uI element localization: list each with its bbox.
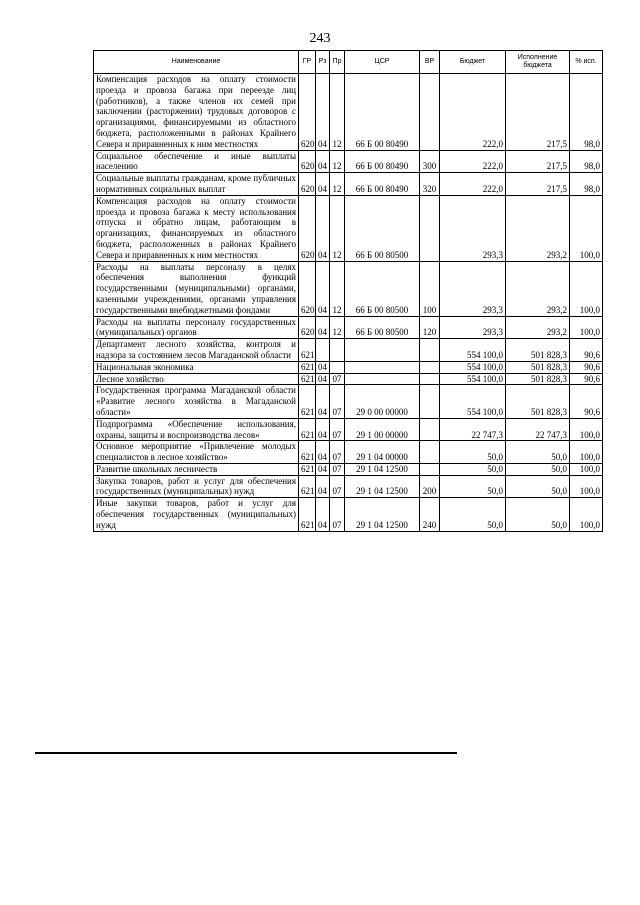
row-budget-cell: 222,0 — [440, 173, 506, 196]
table-row — [94, 150, 603, 173]
row-name-cell: Национальная экономика — [94, 361, 299, 373]
row-gr-cell: 621 — [299, 385, 316, 418]
row-execution-cell: 501 828,3 — [506, 361, 570, 373]
row-rz-cell: 04 — [316, 261, 330, 316]
row-gr-cell: 620 — [299, 74, 316, 151]
row-budget-cell: 222,0 — [440, 74, 506, 151]
table-row — [94, 339, 603, 362]
table-row — [94, 441, 603, 464]
row-pr-cell: 07 — [330, 418, 345, 441]
row-vr-cell: 240 — [420, 498, 440, 531]
row-execution-cell: 22 747,3 — [506, 418, 570, 441]
row-csr-cell: 66 Б 00 80500 — [345, 195, 420, 261]
header-execution: Исполнение бюджета — [506, 51, 570, 74]
row-rz-cell: 04 — [316, 463, 330, 475]
row-gr-cell: 620 — [299, 173, 316, 196]
header-vr: ВР — [420, 51, 440, 74]
row-rz-cell: 04 — [316, 418, 330, 441]
row-rz-cell: 04 — [316, 150, 330, 173]
row-budget-cell: 293,3 — [440, 316, 506, 339]
row-vr-cell — [420, 441, 440, 464]
row-percent-cell: 90,6 — [570, 339, 603, 362]
row-vr-cell: 300 — [420, 150, 440, 173]
row-vr-cell: 120 — [420, 316, 440, 339]
row-name-cell: Закупка товаров, работ и услуг для обеспечения государственных (муниципальных) нужд — [94, 475, 299, 498]
table-row — [94, 475, 603, 498]
row-vr-cell — [420, 74, 440, 151]
row-budget-cell: 554 100,0 — [440, 373, 506, 385]
row-gr-cell: 620 — [299, 316, 316, 339]
row-percent-cell: 90,6 — [570, 361, 603, 373]
row-percent-cell: 98,0 — [570, 173, 603, 196]
row-percent-cell: 98,0 — [570, 150, 603, 173]
row-percent-cell: 90,6 — [570, 373, 603, 385]
row-execution-cell: 293,2 — [506, 195, 570, 261]
row-csr-cell: 29 1 04 00000 — [345, 441, 420, 464]
row-csr-cell: 29 1 00 00000 — [345, 418, 420, 441]
row-name-cell: Основное мероприятие «Привлечение молодых специалистов в лесное хозяйство» — [94, 441, 299, 464]
row-csr-cell: 66 Б 00 80490 — [345, 173, 420, 196]
row-csr-cell: 29 1 04 12500 — [345, 463, 420, 475]
row-rz-cell — [316, 339, 330, 362]
row-pr-cell: 07 — [330, 385, 345, 418]
row-gr-cell: 621 — [299, 463, 316, 475]
row-pr-cell: 07 — [330, 373, 345, 385]
row-gr-cell: 620 — [299, 195, 316, 261]
page-number: 243 — [309, 31, 331, 46]
row-pr-cell: 12 — [330, 74, 345, 151]
row-vr-cell — [420, 195, 440, 261]
row-rz-cell: 04 — [316, 316, 330, 339]
row-rz-cell: 04 — [316, 74, 330, 151]
row-name-cell: Иные закупки товаров, работ и услуг для обеспечения государственных (муниципальных) нужд — [94, 498, 299, 531]
row-budget-cell: 222,0 — [440, 150, 506, 173]
table-row — [94, 195, 603, 261]
row-csr-cell: 29 0 00 00000 — [345, 385, 420, 418]
row-gr-cell: 621 — [299, 361, 316, 373]
table-row — [94, 173, 603, 196]
row-gr-cell: 621 — [299, 339, 316, 362]
row-budget-cell: 50,0 — [440, 498, 506, 531]
row-name-cell: Компенсация расходов на оплату стоимости проезда и провоза багажа при переезде лиц (работников), а также членов их семей при заключении (расторжении) трудовых договоров с организациями, финансируемыми из областного бюджета, расположенными в районах Крайнего Севера и приравненных к ним местностях — [94, 74, 299, 151]
row-name-cell: Социальные выплаты гражданам, кроме публичных нормативных социальных выплат — [94, 173, 299, 196]
row-name-cell: Расходы на выплаты персоналу в целях обеспечения выполнения функций государственными (муниципальными) органами, казенными учреждениями, органами управления государственными внебюджетными фондами — [94, 261, 299, 316]
header-gr: ГР — [299, 51, 316, 74]
row-execution-cell: 50,0 — [506, 498, 570, 531]
row-vr-cell — [420, 361, 440, 373]
table-header-row — [94, 51, 603, 74]
table-row — [94, 385, 603, 418]
row-budget-cell: 50,0 — [440, 441, 506, 464]
table-row — [94, 373, 603, 385]
row-name-cell: Государственная программа Магаданской области «Развитие лесного хозяйства в Магаданской области» — [94, 385, 299, 418]
row-pr-cell: 12 — [330, 150, 345, 173]
row-percent-cell: 90,6 — [570, 385, 603, 418]
row-pr-cell: 07 — [330, 498, 345, 531]
row-rz-cell: 04 — [316, 373, 330, 385]
row-percent-cell: 100,0 — [570, 195, 603, 261]
table-body — [94, 74, 603, 532]
row-budget-cell: 293,3 — [440, 261, 506, 316]
row-execution-cell: 50,0 — [506, 475, 570, 498]
row-name-cell: Социальное обеспечение и иные выплаты населению — [94, 150, 299, 173]
row-pr-cell: 07 — [330, 441, 345, 464]
row-execution-cell: 217,5 — [506, 173, 570, 196]
row-rz-cell: 04 — [316, 498, 330, 531]
row-name-cell: Развитие школьных лесничеств — [94, 463, 299, 475]
row-vr-cell — [420, 463, 440, 475]
row-vr-cell — [420, 385, 440, 418]
header-rz: Рз — [316, 51, 330, 74]
row-name-cell: Департамент лесного хозяйства, контроля и надзора за состоянием лесов Магаданской области — [94, 339, 299, 362]
header-csr: ЦСР — [345, 51, 420, 74]
row-gr-cell: 621 — [299, 475, 316, 498]
row-execution-cell: 217,5 — [506, 74, 570, 151]
row-pr-cell: 12 — [330, 195, 345, 261]
row-csr-cell — [345, 361, 420, 373]
row-gr-cell: 621 — [299, 418, 316, 441]
row-vr-cell — [420, 373, 440, 385]
row-rz-cell: 04 — [316, 475, 330, 498]
row-csr-cell: 29 1 04 12500 — [345, 475, 420, 498]
table-row — [94, 74, 603, 151]
row-percent-cell: 100,0 — [570, 498, 603, 531]
row-pr-cell: 12 — [330, 261, 345, 316]
row-gr-cell: 621 — [299, 498, 316, 531]
row-budget-cell: 554 100,0 — [440, 339, 506, 362]
header-percent: % исп. — [570, 51, 603, 74]
row-name-cell: Лесное хозяйство — [94, 373, 299, 385]
row-budget-cell: 293,3 — [440, 195, 506, 261]
row-percent-cell: 98,0 — [570, 74, 603, 151]
row-rz-cell: 04 — [316, 385, 330, 418]
footer-rule — [35, 752, 457, 754]
table-row — [94, 316, 603, 339]
row-csr-cell: 66 Б 00 80490 — [345, 150, 420, 173]
row-gr-cell: 620 — [299, 261, 316, 316]
row-execution-cell: 50,0 — [506, 441, 570, 464]
row-csr-cell: 66 Б 00 80500 — [345, 261, 420, 316]
row-execution-cell: 293,2 — [506, 261, 570, 316]
row-execution-cell: 501 828,3 — [506, 373, 570, 385]
row-pr-cell — [330, 361, 345, 373]
row-gr-cell: 621 — [299, 441, 316, 464]
header-budget: Бюджет — [440, 51, 506, 74]
row-pr-cell: 07 — [330, 463, 345, 475]
header-pr: Пр — [330, 51, 345, 74]
table-row — [94, 261, 603, 316]
row-execution-cell: 501 828,3 — [506, 339, 570, 362]
row-rz-cell: 04 — [316, 173, 330, 196]
table-row — [94, 361, 603, 373]
row-percent-cell: 100,0 — [570, 418, 603, 441]
row-pr-cell: 12 — [330, 173, 345, 196]
row-pr-cell — [330, 339, 345, 362]
row-pr-cell: 07 — [330, 475, 345, 498]
row-budget-cell: 554 100,0 — [440, 385, 506, 418]
header-name: Наименование — [94, 51, 299, 74]
row-budget-cell: 50,0 — [440, 475, 506, 498]
row-csr-cell: 66 Б 00 80500 — [345, 316, 420, 339]
row-vr-cell: 100 — [420, 261, 440, 316]
table-row — [94, 498, 603, 531]
row-percent-cell: 100,0 — [570, 475, 603, 498]
row-percent-cell: 100,0 — [570, 316, 603, 339]
row-budget-cell: 554 100,0 — [440, 361, 506, 373]
row-budget-cell: 50,0 — [440, 463, 506, 475]
row-execution-cell: 293,2 — [506, 316, 570, 339]
row-budget-cell: 22 747,3 — [440, 418, 506, 441]
row-rz-cell: 04 — [316, 441, 330, 464]
row-percent-cell: 100,0 — [570, 441, 603, 464]
row-percent-cell: 100,0 — [570, 261, 603, 316]
row-name-cell: Расходы на выплаты персоналу государственных (муниципальных) органов — [94, 316, 299, 339]
table-row — [94, 463, 603, 475]
row-vr-cell — [420, 339, 440, 362]
row-csr-cell: 66 Б 00 80490 — [345, 74, 420, 151]
row-name-cell: Компенсация расходов на оплату стоимости проезда и провоза багажа к месту использования отпуска и обратно лицам, работающим в организациях, финансируемых из областного бюджета, расположенных в районах Крайнего Севера и приравненных к ним местностях — [94, 195, 299, 261]
row-gr-cell: 620 — [299, 150, 316, 173]
row-execution-cell: 217,5 — [506, 150, 570, 173]
row-vr-cell: 200 — [420, 475, 440, 498]
row-rz-cell: 04 — [316, 195, 330, 261]
row-percent-cell: 100,0 — [570, 463, 603, 475]
row-execution-cell: 50,0 — [506, 463, 570, 475]
row-vr-cell: 320 — [420, 173, 440, 196]
budget-table — [93, 50, 603, 532]
row-rz-cell: 04 — [316, 361, 330, 373]
row-vr-cell — [420, 418, 440, 441]
row-csr-cell — [345, 339, 420, 362]
row-csr-cell: 29 1 04 12500 — [345, 498, 420, 531]
row-gr-cell: 621 — [299, 373, 316, 385]
row-pr-cell: 12 — [330, 316, 345, 339]
table-row — [94, 418, 603, 441]
row-name-cell: Подпрограмма «Обеспечение использования, охраны, защиты и воспроизводства лесов» — [94, 418, 299, 441]
row-execution-cell: 501 828,3 — [506, 385, 570, 418]
row-csr-cell — [345, 373, 420, 385]
